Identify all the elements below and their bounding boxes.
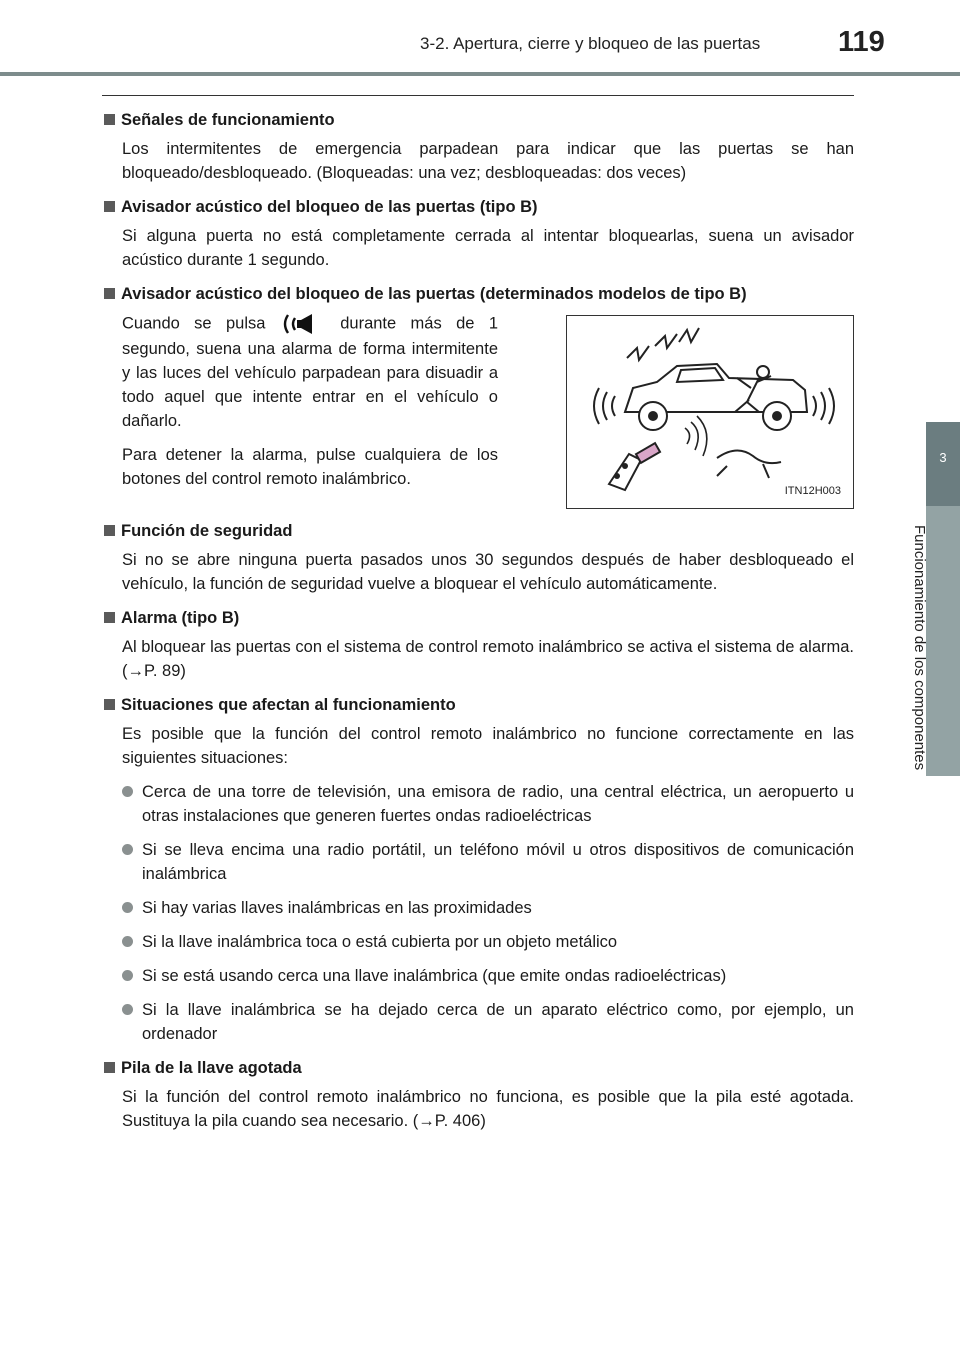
list-item-text: Cerca de una torre de televisión, una emisora de radio, una central eléctrica, un aeropuerto u otras instalaciones que generen fuertes ondas radioeléctricas <box>142 783 854 825</box>
section-text: Para detener la alarma, pulse cualquiera de los botones del control remoto inalámbrico. <box>122 446 498 488</box>
page-number: 119 <box>838 26 885 58</box>
section-heading-text: Avisador acústico del bloqueo de las puertas (tipo B) <box>121 198 538 216</box>
list-item <box>104 780 854 828</box>
list-item <box>104 896 854 920</box>
bullet-dot-icon <box>122 1004 133 1015</box>
list-item-text: Si se lleva encima una radio portátil, un teléfono móvil u otros dispositivos de comunicación inalámbrica <box>142 841 854 883</box>
bullet-dot-icon <box>122 786 133 797</box>
chapter-number: 3 <box>939 450 947 465</box>
list-item <box>104 930 854 954</box>
list-item <box>104 838 854 886</box>
header-section-title: 3-2. Apertura, cierre y bloqueo de las puertas <box>420 34 761 53</box>
section-text: Es posible que la función del control remoto inalámbrico no funcione correctamente en las siguientes situaciones: <box>122 725 854 767</box>
list-item <box>104 998 854 1046</box>
section-text: Si no se abre ninguna puerta pasados unos 30 segundos después de haber desbloqueado el vehículo, la función de seguridad vuelve a bloquear el vehículo automáticamente. <box>122 551 854 593</box>
content-divider <box>102 95 854 96</box>
section-security-function <box>104 519 854 596</box>
section-heading-text: Señales de funcionamiento <box>121 111 335 129</box>
list-item <box>104 964 854 988</box>
section-heading <box>104 282 854 306</box>
text-after-icon: durante más de 1 segundo, suena una alarma de forma intermitente y las luces del vehículo parpadean para disuadir a todo aquel que intente entrar en el vehículo o dañarlo. <box>122 314 499 430</box>
section-heading-text: Avisador acústico del bloqueo de las puertas (determinados modelos de tipo B) <box>121 285 747 303</box>
header-rule <box>0 72 960 76</box>
section-text <box>104 311 498 433</box>
chapter-tab <box>926 422 960 506</box>
section-heading <box>104 519 854 543</box>
bullet-dot-icon <box>122 844 133 855</box>
section-door-lock-buzzer <box>104 195 854 272</box>
square-bullet-icon <box>104 114 115 125</box>
section-heading-text: Función de seguridad <box>121 522 293 540</box>
list-item-text: Si se está usando cerca una llave inalámbrica (que emite ondas radioeléctricas) <box>142 967 727 985</box>
square-bullet-icon <box>104 699 115 710</box>
section-text: Si la función del control remoto inalámbrico no funciona, es posible que la pila esté agotada. Sustituya la pila cuando sea necesario. (→P. 406) <box>122 1088 854 1130</box>
section-heading <box>104 195 854 219</box>
chapter-title: Funcionamiento de los componentes <box>911 525 928 771</box>
bullet-dot-icon <box>122 970 133 981</box>
square-bullet-icon <box>104 1062 115 1073</box>
section-alarm <box>104 606 854 683</box>
section-battery-depleted <box>104 1056 854 1133</box>
list-item-text: Si la llave inalámbrica se ha dejado cerca de un aparato eléctrico como, por ejemplo, un ordenador <box>142 1001 854 1043</box>
section-panic-alarm <box>104 282 854 509</box>
figure-code: ITN12H003 <box>784 485 841 497</box>
chapter-tab-bar <box>926 506 960 776</box>
section-text: Al bloquear las puertas con el sistema de control remoto inalámbrico se activa el sistema de alarma. (→P. 89) <box>122 638 854 680</box>
section-heading-text: Alarma (tipo B) <box>121 609 240 627</box>
page-content <box>104 108 854 1143</box>
bullet-dot-icon <box>122 936 133 947</box>
bullet-dot-icon <box>122 902 133 913</box>
alarm-illustration <box>566 315 854 509</box>
square-bullet-icon <box>104 288 115 299</box>
section-affecting-situations <box>104 693 854 1046</box>
section-text: Si alguna puerta no está completamente cerrada al intentar bloquearlas, suena un avisador acústico durante 1 segundo. <box>122 227 854 269</box>
panic-alarm-icon <box>280 311 326 337</box>
list-item-text: Si la llave inalámbrica toca o está cubierta por un objeto metálico <box>142 933 618 951</box>
section-heading <box>104 1056 854 1080</box>
section-heading <box>104 693 854 717</box>
square-bullet-icon <box>104 201 115 212</box>
section-heading <box>104 606 854 630</box>
section-heading <box>104 108 854 132</box>
section-heading-text: Pila de la llave agotada <box>121 1059 302 1077</box>
square-bullet-icon <box>104 612 115 623</box>
square-bullet-icon <box>104 525 115 536</box>
text-before-icon: Cuando se pulsa <box>122 314 266 333</box>
section-text: Los intermitentes de emergencia parpadean para indicar que las puertas se han bloqueado/desbloqueado. (Bloqueadas: una vez; desbloqueadas: dos veces) <box>122 140 854 182</box>
section-heading-text: Situaciones que afectan al funcionamiento <box>121 696 456 714</box>
panic-alarm-text <box>104 311 498 509</box>
list-item-text: Si hay varias llaves inalámbricas en las proximidades <box>142 899 532 917</box>
section-operation-signals <box>104 108 854 185</box>
panic-alarm-body <box>104 311 854 509</box>
